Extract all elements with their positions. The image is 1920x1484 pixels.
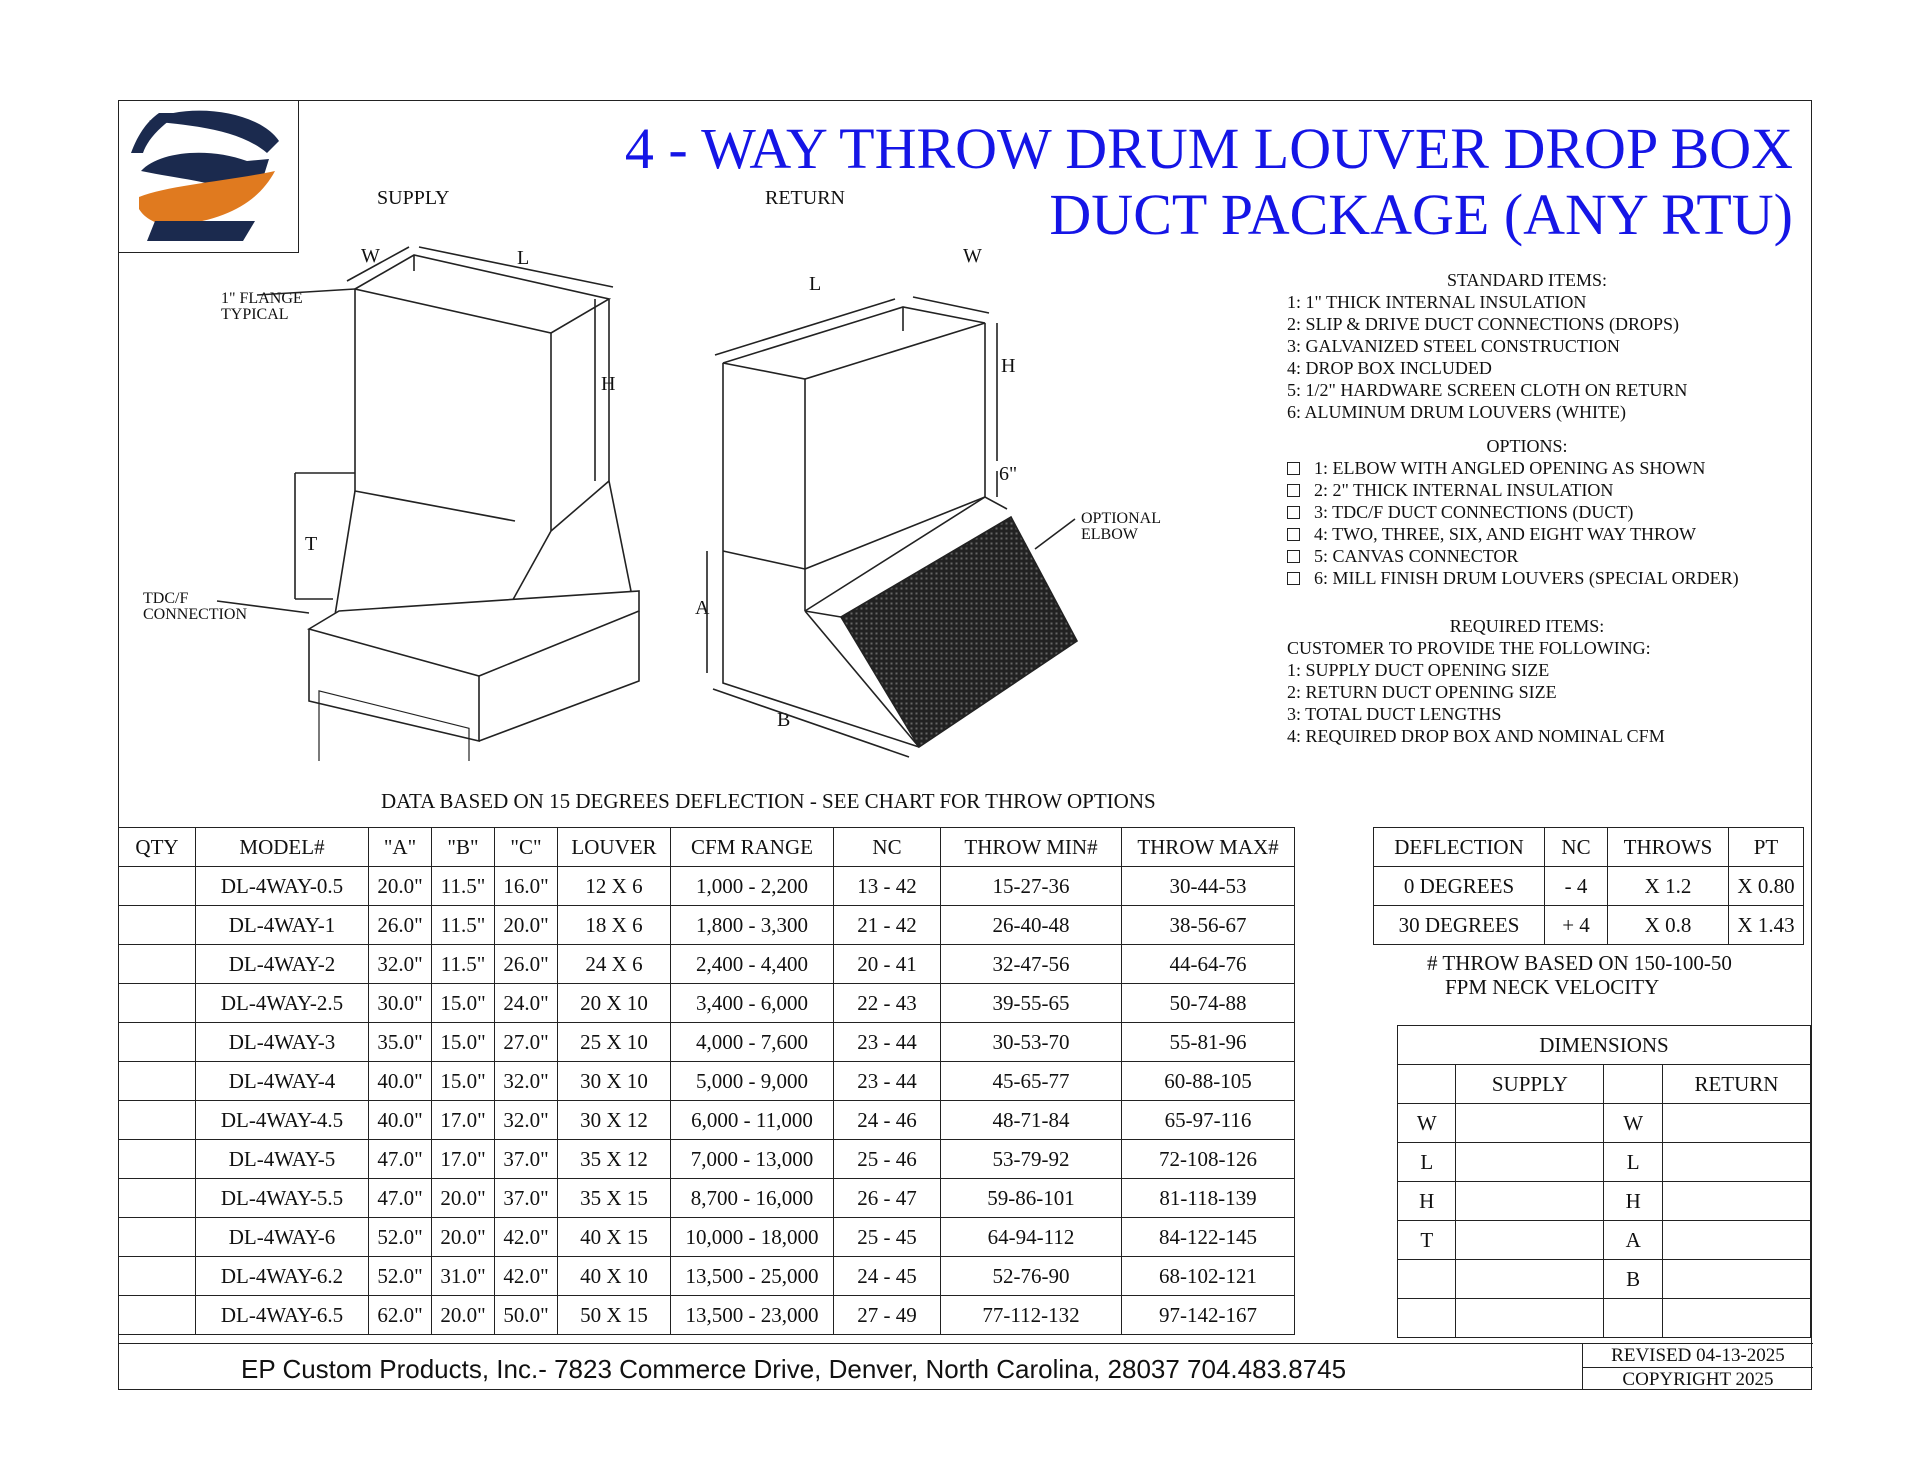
- table-cell: 24.0": [495, 984, 558, 1023]
- table-cell: 25 X 10: [558, 1023, 671, 1062]
- table-cell: 1,800 - 3,300: [671, 906, 834, 945]
- col-deflection: DEFLECTION: [1374, 828, 1545, 867]
- dimension-cell: [1456, 1260, 1604, 1299]
- option-checkbox[interactable]: [1287, 506, 1300, 519]
- col-b: "B": [432, 828, 495, 867]
- table-cell: 27 - 49: [834, 1296, 941, 1335]
- dimensions-subheader: [1398, 1065, 1811, 1104]
- option-checkbox[interactable]: [1287, 572, 1300, 585]
- table-cell: DL-4WAY-5: [196, 1140, 369, 1179]
- table-cell: 64-94-112: [941, 1218, 1122, 1257]
- table-cell: 18 X 6: [558, 906, 671, 945]
- dimension-cell: [1662, 1104, 1810, 1143]
- required-item: 1: SUPPLY DUCT OPENING SIZE: [1287, 660, 1550, 680]
- table-cell: 52.0": [369, 1218, 432, 1257]
- isometric-drawings: [119, 101, 1269, 761]
- supply-dim-h: H: [601, 373, 616, 395]
- deflection-row: [1374, 867, 1804, 906]
- table-cell: DL-4WAY-2: [196, 945, 369, 984]
- table-cell: 23 - 44: [834, 1062, 941, 1101]
- table-cell: 81-118-139: [1122, 1179, 1295, 1218]
- table-cell: 77-112-132: [941, 1296, 1122, 1335]
- dimension-row: [1398, 1104, 1811, 1143]
- dimension-cell: L: [1398, 1143, 1456, 1182]
- return-dim-h: H: [1001, 355, 1016, 377]
- dim-return-header: RETURN: [1662, 1065, 1810, 1104]
- table-row: [119, 1140, 1295, 1179]
- table-cell: 30 X 12: [558, 1101, 671, 1140]
- table-row: [119, 1179, 1295, 1218]
- flange-note-2: TYPICAL: [221, 306, 289, 323]
- table-cell: 37.0": [495, 1179, 558, 1218]
- dimension-cell: [1398, 1260, 1456, 1299]
- table-cell: 13,500 - 23,000: [671, 1296, 834, 1335]
- table-cell: 30 X 10: [558, 1062, 671, 1101]
- table-cell: 97-142-167: [1122, 1296, 1295, 1335]
- dimension-cell: [1662, 1260, 1810, 1299]
- table-cell: 30-44-53: [1122, 867, 1295, 906]
- table-cell: 39-55-65: [941, 984, 1122, 1023]
- table-cell: 48-71-84: [941, 1101, 1122, 1140]
- standard-item: 1: 1" THICK INTERNAL INSULATION: [1287, 292, 1587, 312]
- model-table-body: [119, 867, 1295, 1335]
- deflection-cell: - 4: [1545, 867, 1608, 906]
- table-cell: 40 X 15: [558, 1218, 671, 1257]
- table-cell: 26.0": [495, 945, 558, 984]
- return-dim-l: L: [809, 273, 822, 295]
- table-row: [119, 1023, 1295, 1062]
- required-item: CUSTOMER TO PROVIDE THE FOLLOWING:: [1287, 638, 1651, 658]
- dim-supply-header: SUPPLY: [1456, 1065, 1604, 1104]
- dimensions-title-row: [1398, 1026, 1811, 1065]
- table-cell: 21 - 42: [834, 906, 941, 945]
- table-cell: 35.0": [369, 1023, 432, 1062]
- table-cell: 12 X 6: [558, 867, 671, 906]
- option-row: [1287, 567, 1787, 589]
- option-label: 3: TDC/F DUCT CONNECTIONS (DUCT): [1314, 502, 1634, 522]
- dimension-cell: [1456, 1182, 1604, 1221]
- table-cell: 20.0": [432, 1218, 495, 1257]
- table-cell: 32.0": [495, 1062, 558, 1101]
- table-cell: 30-53-70: [941, 1023, 1122, 1062]
- table-cell: 17.0": [432, 1140, 495, 1179]
- table-cell: 44-64-76: [1122, 945, 1295, 984]
- option-row: [1287, 479, 1787, 501]
- table-cell: 52-76-90: [941, 1257, 1122, 1296]
- option-row: [1287, 501, 1787, 523]
- dimension-cell: L: [1604, 1143, 1662, 1182]
- col-throws: THROWS: [1608, 828, 1729, 867]
- table-cell: [119, 1140, 196, 1179]
- table-cell: [119, 1296, 196, 1335]
- deflection-cell: X 0.8: [1608, 906, 1729, 945]
- supply-dim-t: T: [305, 533, 318, 555]
- title-line-1: 4 - WAY THROW DRUM LOUVER DROP BOX: [624, 116, 1793, 181]
- dimension-cell: H: [1398, 1182, 1456, 1221]
- dimension-row: [1398, 1221, 1811, 1260]
- table-cell: 32.0": [495, 1101, 558, 1140]
- table-row: [119, 1257, 1295, 1296]
- throw-note-1: # THROW BASED ON 150-100-50: [1427, 951, 1732, 975]
- options-list: [1287, 435, 1787, 589]
- return-dim-b: B: [777, 709, 791, 731]
- table-row: [119, 984, 1295, 1023]
- copyright: COPYRIGHT 2025: [1622, 1369, 1774, 1390]
- deflection-cell: X 1.43: [1729, 906, 1804, 945]
- standard-items: [1287, 269, 1767, 423]
- table-cell: 32-47-56: [941, 945, 1122, 984]
- table-cell: 42.0": [495, 1257, 558, 1296]
- table-cell: DL-4WAY-4: [196, 1062, 369, 1101]
- table-cell: 42.0": [495, 1218, 558, 1257]
- table-cell: 68-102-121: [1122, 1257, 1295, 1296]
- table-cell: 17.0": [432, 1101, 495, 1140]
- table-cell: 10,000 - 18,000: [671, 1218, 834, 1257]
- table-cell: 20.0": [369, 867, 432, 906]
- table-cell: 20.0": [495, 906, 558, 945]
- table-cell: [119, 945, 196, 984]
- table-cell: 38-56-67: [1122, 906, 1295, 945]
- standard-items-heading: STANDARD ITEMS:: [1446, 270, 1608, 290]
- dimensions-title: DIMENSIONS: [1398, 1026, 1811, 1065]
- table-cell: [119, 867, 196, 906]
- dimension-row: [1398, 1182, 1811, 1221]
- table-cell: DL-4WAY-4.5: [196, 1101, 369, 1140]
- table-cell: 20.0": [432, 1296, 495, 1335]
- dimension-cell: [1662, 1299, 1810, 1338]
- table-cell: 40 X 10: [558, 1257, 671, 1296]
- table-cell: 62.0": [369, 1296, 432, 1335]
- return-dim-6: 6": [999, 463, 1018, 485]
- dimension-cell: [1604, 1299, 1662, 1338]
- table-row: [119, 867, 1295, 906]
- footer: [119, 1343, 1813, 1391]
- dimensions-table: [1397, 1025, 1811, 1338]
- deflection-body: [1374, 867, 1804, 945]
- table-cell: 37.0": [495, 1140, 558, 1179]
- table-cell: 2,400 - 4,400: [671, 945, 834, 984]
- table-cell: 32.0": [369, 945, 432, 984]
- table-cell: DL-4WAY-6: [196, 1218, 369, 1257]
- return-label: RETURN: [765, 187, 845, 209]
- dimension-cell: W: [1604, 1104, 1662, 1143]
- table-cell: 50 X 15: [558, 1296, 671, 1335]
- dimension-cell: [1662, 1182, 1810, 1221]
- table-cell: 11.5": [432, 867, 495, 906]
- supply-dim-l: L: [517, 247, 530, 269]
- table-cell: 15-27-36: [941, 867, 1122, 906]
- table-cell: 11.5": [432, 945, 495, 984]
- table-cell: DL-4WAY-5.5: [196, 1179, 369, 1218]
- deflection-cell: X 0.80: [1729, 867, 1804, 906]
- col-pt: PT: [1729, 828, 1804, 867]
- table-row: [119, 1296, 1295, 1335]
- option-checkbox[interactable]: [1287, 528, 1300, 541]
- table-cell: 53-79-92: [941, 1140, 1122, 1179]
- table-cell: 20 - 41: [834, 945, 941, 984]
- model-table-header: [119, 828, 1295, 867]
- table-cell: [119, 1101, 196, 1140]
- option-checkbox[interactable]: [1287, 462, 1300, 475]
- optional-elbow-2: ELBOW: [1081, 526, 1138, 543]
- table-cell: DL-4WAY-2.5: [196, 984, 369, 1023]
- deflection-cell: 30 DEGREES: [1374, 906, 1545, 945]
- standard-item: 4: DROP BOX INCLUDED: [1287, 358, 1492, 378]
- dimension-cell: W: [1398, 1104, 1456, 1143]
- dim-blank: [1604, 1065, 1662, 1104]
- table-cell: 15.0": [432, 1062, 495, 1101]
- table-cell: DL-4WAY-6.5: [196, 1296, 369, 1335]
- table-cell: [119, 1023, 196, 1062]
- deflection-table: [1373, 827, 1804, 945]
- table-cell: [119, 1218, 196, 1257]
- revised-date: REVISED 04-13-2025: [1583, 1344, 1813, 1368]
- throw-note-2: FPM NECK VELOCITY: [1445, 975, 1660, 999]
- table-cell: 25 - 45: [834, 1218, 941, 1257]
- table-cell: [119, 906, 196, 945]
- table-cell: 47.0": [369, 1140, 432, 1179]
- table-cell: 50.0": [495, 1296, 558, 1335]
- table-cell: 47.0": [369, 1179, 432, 1218]
- table-cell: 24 - 46: [834, 1101, 941, 1140]
- table-cell: 35 X 12: [558, 1140, 671, 1179]
- dimension-cell: [1456, 1104, 1604, 1143]
- table-cell: 6,000 - 11,000: [671, 1101, 834, 1140]
- return-dim-a: A: [695, 597, 710, 619]
- table-cell: 5,000 - 9,000: [671, 1062, 834, 1101]
- col-louver: LOUVER: [558, 828, 671, 867]
- option-label: 5: CANVAS CONNECTOR: [1314, 546, 1519, 566]
- table-cell: [119, 984, 196, 1023]
- table-cell: DL-4WAY-3: [196, 1023, 369, 1062]
- table-cell: 50-74-88: [1122, 984, 1295, 1023]
- dimension-cell: [1456, 1221, 1604, 1260]
- dimension-row: [1398, 1260, 1811, 1299]
- col-model: MODEL#: [196, 828, 369, 867]
- company-info: EP Custom Products, Inc.- 7823 Commerce Drive, Denver, North Carolina, 28037 704.483.8745: [241, 1354, 1347, 1384]
- dimension-cell: [1398, 1299, 1456, 1338]
- table-cell: 24 X 6: [558, 945, 671, 984]
- option-row: [1287, 457, 1787, 479]
- table-cell: 55-81-96: [1122, 1023, 1295, 1062]
- table-cell: [119, 1062, 196, 1101]
- table-cell: 1,000 - 2,200: [671, 867, 834, 906]
- table-cell: 40.0": [369, 1062, 432, 1101]
- table-row: [119, 906, 1295, 945]
- required-items: [1287, 615, 1767, 747]
- dim-blank: [1398, 1065, 1456, 1104]
- standard-item: 3: GALVANIZED STEEL CONSTRUCTION: [1287, 336, 1620, 356]
- table-cell: 24 - 45: [834, 1257, 941, 1296]
- option-checkbox[interactable]: [1287, 484, 1300, 497]
- drawing-sheet: [118, 100, 1812, 1390]
- tdcf-note-2: CONNECTION: [143, 606, 247, 623]
- tdcf-note-1: TDC/F: [143, 590, 189, 607]
- deflection-cell: X 1.2: [1608, 867, 1729, 906]
- table-cell: 13,500 - 25,000: [671, 1257, 834, 1296]
- col-qty: QTY: [119, 828, 196, 867]
- table-cell: 72-108-126: [1122, 1140, 1295, 1179]
- option-label: 4: TWO, THREE, SIX, AND EIGHT WAY THROW: [1314, 524, 1696, 544]
- standard-item: 6: ALUMINUM DRUM LOUVERS (WHITE): [1287, 402, 1626, 422]
- deflection-row: [1374, 906, 1804, 945]
- table-cell: DL-4WAY-1: [196, 906, 369, 945]
- deflection-header: [1374, 828, 1804, 867]
- col-throw-min: THROW MIN#: [941, 828, 1122, 867]
- dimension-cell: T: [1398, 1221, 1456, 1260]
- table-cell: 52.0": [369, 1257, 432, 1296]
- dimension-cell: B: [1604, 1260, 1662, 1299]
- option-label: 6: MILL FINISH DRUM LOUVERS (SPECIAL ORDER): [1314, 568, 1739, 588]
- dimension-cell: [1456, 1299, 1604, 1338]
- table-cell: 30.0": [369, 984, 432, 1023]
- deflection-cell: + 4: [1545, 906, 1608, 945]
- standard-item: 2: SLIP & DRIVE DUCT CONNECTIONS (DROPS): [1287, 314, 1680, 334]
- revision-box: [1582, 1344, 1813, 1390]
- col-nc: NC: [1545, 828, 1608, 867]
- required-item: 3: TOTAL DUCT LENGTHS: [1287, 704, 1502, 724]
- data-note: DATA BASED ON 15 DEGREES DEFLECTION - SEE CHART FOR THROW OPTIONS: [381, 789, 1156, 813]
- table-cell: 84-122-145: [1122, 1218, 1295, 1257]
- flange-note-1: 1" FLANGE: [221, 290, 303, 307]
- supply-label: SUPPLY: [377, 187, 450, 209]
- standard-item: 5: 1/2" HARDWARE SCREEN CLOTH ON RETURN: [1287, 380, 1688, 400]
- table-cell: 15.0": [432, 1023, 495, 1062]
- table-cell: 59-86-101: [941, 1179, 1122, 1218]
- col-a: "A": [369, 828, 432, 867]
- dimension-cell: [1662, 1221, 1810, 1260]
- return-dim-w: W: [963, 245, 982, 267]
- dimension-cell: A: [1604, 1221, 1662, 1260]
- table-cell: 11.5": [432, 906, 495, 945]
- option-label: 1: ELBOW WITH ANGLED OPENING AS SHOWN: [1314, 458, 1706, 478]
- option-row: [1287, 523, 1787, 545]
- dimension-cell: H: [1604, 1182, 1662, 1221]
- table-row: [119, 1218, 1295, 1257]
- table-cell: 45-65-77: [941, 1062, 1122, 1101]
- table-row: [119, 1101, 1295, 1140]
- table-cell: 25 - 46: [834, 1140, 941, 1179]
- table-cell: 65-97-116: [1122, 1101, 1295, 1140]
- table-cell: 20 X 10: [558, 984, 671, 1023]
- required-items-heading: REQUIRED ITEMS:: [1449, 616, 1605, 636]
- table-cell: 13 - 42: [834, 867, 941, 906]
- table-cell: 35 X 15: [558, 1179, 671, 1218]
- table-cell: 40.0": [369, 1101, 432, 1140]
- table-cell: 23 - 44: [834, 1023, 941, 1062]
- dimension-cell: [1662, 1143, 1810, 1182]
- table-cell: 3,400 - 6,000: [671, 984, 834, 1023]
- optional-elbow-1: OPTIONAL: [1081, 510, 1161, 527]
- table-cell: 15.0": [432, 984, 495, 1023]
- table-cell: 7,000 - 13,000: [671, 1140, 834, 1179]
- table-cell: 27.0": [495, 1023, 558, 1062]
- dimension-cell: [1456, 1143, 1604, 1182]
- option-label: 2: 2" THICK INTERNAL INSULATION: [1314, 480, 1614, 500]
- table-cell: 26.0": [369, 906, 432, 945]
- dimensions-body: [1398, 1104, 1811, 1338]
- table-cell: 16.0": [495, 867, 558, 906]
- dimension-row: [1398, 1143, 1811, 1182]
- required-item: 2: RETURN DUCT OPENING SIZE: [1287, 682, 1557, 702]
- table-cell: DL-4WAY-6.2: [196, 1257, 369, 1296]
- option-checkbox[interactable]: [1287, 550, 1300, 563]
- options-heading: OPTIONS:: [1486, 436, 1568, 456]
- table-cell: 26 - 47: [834, 1179, 941, 1218]
- table-cell: 20.0": [432, 1179, 495, 1218]
- col-nc: NC: [834, 828, 941, 867]
- model-table: [118, 827, 1295, 1335]
- table-cell: 22 - 43: [834, 984, 941, 1023]
- table-cell: [119, 1257, 196, 1296]
- table-row: [119, 1062, 1295, 1101]
- col-throw-max: THROW MAX#: [1122, 828, 1295, 867]
- required-item: 4: REQUIRED DROP BOX AND NOMINAL CFM: [1287, 726, 1665, 746]
- table-cell: 8,700 - 16,000: [671, 1179, 834, 1218]
- table-cell: [119, 1179, 196, 1218]
- table-cell: DL-4WAY-0.5: [196, 867, 369, 906]
- table-cell: 60-88-105: [1122, 1062, 1295, 1101]
- table-cell: 31.0": [432, 1257, 495, 1296]
- table-cell: 26-40-48: [941, 906, 1122, 945]
- supply-dim-w: W: [361, 245, 380, 267]
- col-cfm-range: CFM RANGE: [671, 828, 834, 867]
- col-c: "C": [495, 828, 558, 867]
- table-row: [119, 945, 1295, 984]
- dimension-row: [1398, 1299, 1811, 1338]
- deflection-cell: 0 DEGREES: [1374, 867, 1545, 906]
- title-line-2: DUCT PACKAGE (ANY RTU): [1049, 182, 1793, 247]
- option-row: [1287, 545, 1787, 567]
- table-cell: 4,000 - 7,600: [671, 1023, 834, 1062]
